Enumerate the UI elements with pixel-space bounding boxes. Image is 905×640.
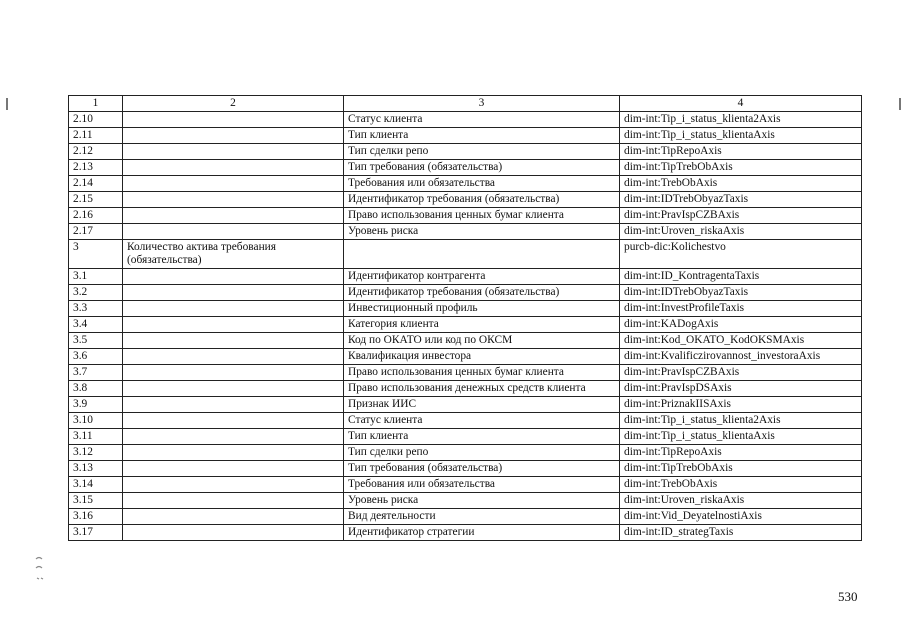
row-number-cell: 3.6 bbox=[69, 349, 123, 365]
attribute-name-cell: Право использования ценных бумаг клиента bbox=[344, 365, 620, 381]
row-number-cell: 3.15 bbox=[69, 493, 123, 509]
attribute-name-cell: Тип клиента bbox=[344, 128, 620, 144]
description-cell bbox=[123, 176, 344, 192]
description-cell bbox=[123, 160, 344, 176]
description-cell bbox=[123, 192, 344, 208]
description-cell bbox=[123, 429, 344, 445]
row-number-cell: 3.11 bbox=[69, 429, 123, 445]
axis-code-cell: dim-int:Kod_OKATO_KodOKSMAxis bbox=[620, 333, 862, 349]
attribute-name-cell: Идентификатор требования (обязательства) bbox=[344, 192, 620, 208]
description-cell bbox=[123, 349, 344, 365]
table-row bbox=[69, 269, 862, 285]
table-row bbox=[69, 144, 862, 160]
axis-code-cell: dim-int:IDTrebObyazTaxis bbox=[620, 285, 862, 301]
axis-code-cell: dim-int:Tip_i_status_klienta2Axis bbox=[620, 413, 862, 429]
axis-code-cell: dim-int:PriznakIISAxis bbox=[620, 397, 862, 413]
binding-hole-marks bbox=[33, 555, 47, 585]
table-row bbox=[69, 381, 862, 397]
table-row bbox=[69, 509, 862, 525]
row-number-cell: 3.14 bbox=[69, 477, 123, 493]
row-number-cell: 3.12 bbox=[69, 445, 123, 461]
axis-code-cell: dim-int:TipTrebObAxis bbox=[620, 160, 862, 176]
table-row bbox=[69, 128, 862, 144]
description-cell bbox=[123, 112, 344, 128]
attribute-name-cell: Идентификатор стратегии bbox=[344, 525, 620, 541]
header-cell: 1 bbox=[69, 96, 123, 112]
description-cell bbox=[123, 269, 344, 285]
row-number-cell: 3.17 bbox=[69, 525, 123, 541]
table-row bbox=[69, 445, 862, 461]
table-header bbox=[69, 96, 862, 112]
attribute-name-cell: Тип требования (обязательства) bbox=[344, 461, 620, 477]
header-row bbox=[69, 96, 862, 112]
header-cell: 2 bbox=[123, 96, 344, 112]
axis-code-cell: dim-int:Tip_i_status_klientaAxis bbox=[620, 429, 862, 445]
table-row bbox=[69, 333, 862, 349]
row-number-cell: 2.10 bbox=[69, 112, 123, 128]
table-row bbox=[69, 285, 862, 301]
description-cell bbox=[123, 445, 344, 461]
row-number-cell: 3 bbox=[69, 240, 123, 269]
table-row bbox=[69, 301, 862, 317]
axis-code-cell: dim-int:Tip_i_status_klientaAxis bbox=[620, 128, 862, 144]
description-cell bbox=[123, 333, 344, 349]
description-cell bbox=[123, 301, 344, 317]
row-number-cell: 2.15 bbox=[69, 192, 123, 208]
description-cell bbox=[123, 128, 344, 144]
axis-code-cell: dim-int:ID_KontragentaTaxis bbox=[620, 269, 862, 285]
table-row bbox=[69, 208, 862, 224]
attribute-name-cell: Право использования ценных бумаг клиента bbox=[344, 208, 620, 224]
row-number-cell: 3.5 bbox=[69, 333, 123, 349]
attribute-name-cell: Код по ОКАТО или код по ОКСМ bbox=[344, 333, 620, 349]
description-cell bbox=[123, 365, 344, 381]
table-row bbox=[69, 176, 862, 192]
description-cell bbox=[123, 381, 344, 397]
axis-code-cell: dim-int:TrebObAxis bbox=[620, 477, 862, 493]
table-row bbox=[69, 413, 862, 429]
description-cell bbox=[123, 413, 344, 429]
attribute-name-cell: Вид деятельности bbox=[344, 509, 620, 525]
axis-code-cell: dim-int:Kvalificzirovannost_investoraAxis bbox=[620, 349, 862, 365]
row-number-cell: 2.16 bbox=[69, 208, 123, 224]
description-cell: Количество актива требования (обязательства) bbox=[123, 240, 344, 269]
table-row bbox=[69, 349, 862, 365]
axis-code-cell: dim-int:TrebObAxis bbox=[620, 176, 862, 192]
row-number-cell: 3.2 bbox=[69, 285, 123, 301]
table-row bbox=[69, 317, 862, 333]
attribute-name-cell: Уровень риска bbox=[344, 493, 620, 509]
axis-code-cell: dim-int:ID_strategTaxis bbox=[620, 525, 862, 541]
scan-edge-mark bbox=[6, 98, 8, 110]
attribute-name-cell: Категория клиента bbox=[344, 317, 620, 333]
row-number-cell: 3.10 bbox=[69, 413, 123, 429]
description-cell bbox=[123, 285, 344, 301]
attribute-name-cell: Уровень риска bbox=[344, 224, 620, 240]
row-number-cell: 2.17 bbox=[69, 224, 123, 240]
row-number-cell: 3.3 bbox=[69, 301, 123, 317]
attribute-name-cell: Тип клиента bbox=[344, 429, 620, 445]
axis-code-cell: purcb-dic:Kolichestvo bbox=[620, 240, 862, 269]
header-cell: 3 bbox=[344, 96, 620, 112]
attribute-name-cell: Признак ИИС bbox=[344, 397, 620, 413]
axis-code-cell: dim-int:InvestProfileTaxis bbox=[620, 301, 862, 317]
axis-code-cell: dim-int:PravIspDSAxis bbox=[620, 381, 862, 397]
table-row bbox=[69, 365, 862, 381]
table-row bbox=[69, 192, 862, 208]
axis-code-cell: dim-int:TipTrebObAxis bbox=[620, 461, 862, 477]
axis-code-cell: dim-int:TipRepoAxis bbox=[620, 144, 862, 160]
axis-code-cell: dim-int:KADogAxis bbox=[620, 317, 862, 333]
attribute-name-cell: Идентификатор контрагента bbox=[344, 269, 620, 285]
row-number-cell: 2.12 bbox=[69, 144, 123, 160]
row-number-cell: 3.8 bbox=[69, 381, 123, 397]
attribute-name-cell: Квалификация инвестора bbox=[344, 349, 620, 365]
row-number-cell: 2.13 bbox=[69, 160, 123, 176]
axis-code-cell: dim-int:Tip_i_status_klienta2Axis bbox=[620, 112, 862, 128]
description-cell bbox=[123, 525, 344, 541]
attribute-name-cell: Требования или обязательства bbox=[344, 477, 620, 493]
description-cell bbox=[123, 461, 344, 477]
row-number-cell: 3.9 bbox=[69, 397, 123, 413]
description-cell bbox=[123, 509, 344, 525]
table-row bbox=[69, 224, 862, 240]
description-cell bbox=[123, 477, 344, 493]
attribute-name-cell: Статус клиента bbox=[344, 413, 620, 429]
table-row bbox=[69, 477, 862, 493]
header-cell: 4 bbox=[620, 96, 862, 112]
table-row bbox=[69, 160, 862, 176]
row-number-cell: 3.4 bbox=[69, 317, 123, 333]
attribute-name-cell: Инвестиционный профиль bbox=[344, 301, 620, 317]
axis-code-cell: dim-int:TipRepoAxis bbox=[620, 445, 862, 461]
row-number-cell: 3.1 bbox=[69, 269, 123, 285]
attribute-name-cell bbox=[344, 240, 620, 269]
table-row bbox=[69, 429, 862, 445]
table-row bbox=[69, 493, 862, 509]
table-row bbox=[69, 112, 862, 128]
axis-code-cell: dim-int:IDTrebObyazTaxis bbox=[620, 192, 862, 208]
description-cell bbox=[123, 224, 344, 240]
attribute-name-cell: Тип сделки репо bbox=[344, 144, 620, 160]
row-number-cell: 2.14 bbox=[69, 176, 123, 192]
description-cell bbox=[123, 397, 344, 413]
attribute-name-cell: Право использования денежных средств клиента bbox=[344, 381, 620, 397]
row-number-cell: 2.11 bbox=[69, 128, 123, 144]
table-body bbox=[69, 112, 862, 541]
attribute-name-cell: Требования или обязательства bbox=[344, 176, 620, 192]
description-cell bbox=[123, 493, 344, 509]
attribute-name-cell: Тип сделки репо bbox=[344, 445, 620, 461]
row-number-cell: 3.7 bbox=[69, 365, 123, 381]
table-row bbox=[69, 397, 862, 413]
data-table bbox=[68, 95, 862, 541]
axis-code-cell: dim-int:PravIspCZBAxis bbox=[620, 365, 862, 381]
attribute-name-cell: Статус клиента bbox=[344, 112, 620, 128]
axis-code-cell: dim-int:PravIspCZBAxis bbox=[620, 208, 862, 224]
row-number-cell: 3.16 bbox=[69, 509, 123, 525]
page-number: 530 bbox=[838, 589, 858, 604]
table-row bbox=[69, 461, 862, 477]
description-cell bbox=[123, 317, 344, 333]
row-number-cell: 3.13 bbox=[69, 461, 123, 477]
axis-code-cell: dim-int:Uroven_riskaAxis bbox=[620, 493, 862, 509]
scan-edge-mark bbox=[899, 98, 901, 110]
axis-code-cell: dim-int:Vid_DeyatelnostiAxis bbox=[620, 509, 862, 525]
description-cell bbox=[123, 208, 344, 224]
table-row bbox=[69, 240, 862, 269]
table-row bbox=[69, 525, 862, 541]
axis-code-cell: dim-int:Uroven_riskaAxis bbox=[620, 224, 862, 240]
description-cell bbox=[123, 144, 344, 160]
attribute-name-cell: Тип требования (обязательства) bbox=[344, 160, 620, 176]
attribute-name-cell: Идентификатор требования (обязательства) bbox=[344, 285, 620, 301]
